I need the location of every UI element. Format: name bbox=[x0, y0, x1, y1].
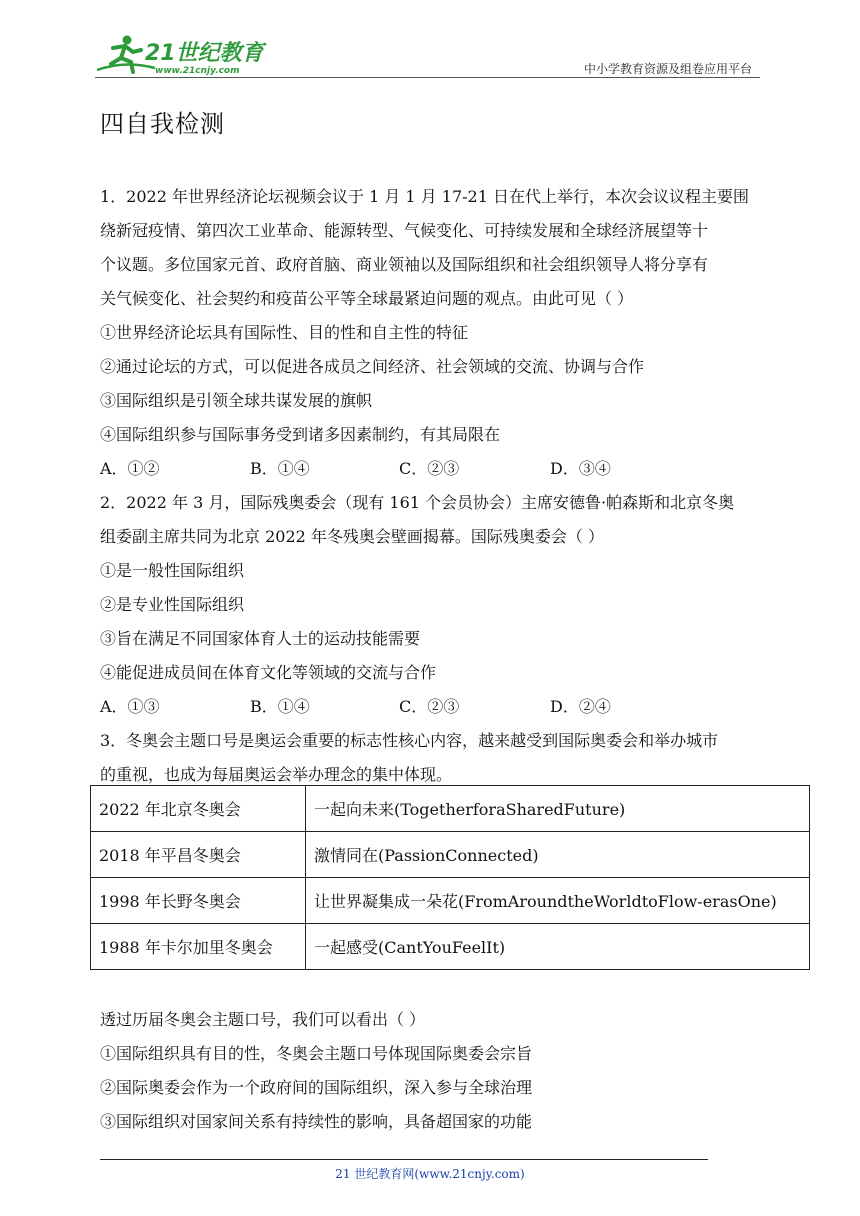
q1-options bbox=[100, 452, 765, 486]
header-platform-text: 中小学教育资源及组卷应用平台 bbox=[583, 62, 752, 76]
q2-option-d: D．②④ bbox=[550, 697, 611, 716]
table-cell-games: 2022 年北京冬奥会 bbox=[91, 786, 306, 832]
table-cell-games: 1998 年长野冬奥会 bbox=[91, 878, 306, 924]
q3-continuation bbox=[100, 1003, 765, 1139]
q1-option-d: D．③④ bbox=[550, 459, 611, 478]
q1-option-b: B．①④ bbox=[250, 459, 310, 478]
q1-stem-line: 1．2022 年世界经济论坛视频会议于 1 月 1 月 17-21 日在代上举行，本次会议议程主要围 bbox=[100, 187, 749, 206]
logo-21cnjy bbox=[95, 32, 270, 76]
q3-statement: ③国际组织对国家间关系有持续性的影响，具备超国家的功能 bbox=[100, 1112, 533, 1131]
q1-statement: ②通过论坛的方式，可以促进各成员之间经济、社会领域的交流、协调与合作 bbox=[100, 357, 645, 376]
table-cell-games: 2018 年平昌冬奥会 bbox=[91, 832, 306, 878]
table-row bbox=[91, 878, 810, 924]
q2-option-b: B．①④ bbox=[250, 697, 310, 716]
logo-text: 21世纪教育 bbox=[145, 41, 264, 66]
footer-text: 21 世纪教育网(www.21cnjy.com) bbox=[335, 1167, 525, 1181]
q2-stem-line: 2．2022 年 3 月，国际残奥委会（现有 161 个会员协会）主席安德鲁·帕森斯和北京冬奥 bbox=[100, 493, 735, 512]
q2-stem-line: 组委副主席共同为北京 2022 年冬残奥会壁画揭幕。国际残奥委会（ ） bbox=[100, 527, 604, 546]
q2-statement: ②是专业性国际组织 bbox=[100, 595, 245, 614]
table-cell-slogan: 激情同在(PassionConnected) bbox=[306, 832, 810, 878]
table-cell-games: 1988 年卡尔加里冬奥会 bbox=[91, 924, 306, 970]
q1-stem-line: 关气候变化、社会契约和疫苗公平等全球最紧迫问题的观点。由此可见（ ） bbox=[100, 289, 634, 308]
q1-stem-line: 绕新冠疫情、第四次工业革命、能源转型、气候变化、可持续发展和全球经济展望等十 bbox=[100, 221, 709, 240]
q2-option-a: A．①③ bbox=[100, 697, 160, 716]
section-title: 四自我检测 bbox=[100, 110, 225, 138]
slogan-table bbox=[90, 785, 810, 970]
page-header bbox=[95, 28, 760, 80]
table-cell-slogan: 一起感受(CantYouFeelIt) bbox=[306, 924, 810, 970]
q1-statement: ④国际组织参与国际事务受到诸多因素制约，有其局限在 bbox=[100, 425, 501, 444]
q3-statement: ②国际奥委会作为一个政府间的国际组织，深入参与全球治理 bbox=[100, 1078, 533, 1097]
q3-stem-line: 3．冬奥会主题口号是奥运会重要的标志性核心内容，越来越受到国际奥委会和举办城市 bbox=[100, 731, 719, 750]
q2-statement: ④能促进成员间在体育文化等领域的交流与合作 bbox=[100, 663, 437, 682]
q1-option-c: C．②③ bbox=[399, 459, 460, 478]
table-cell-slogan: 让世界凝集成一朵花(FromAroundtheWorldtoFlow-erasOne) bbox=[306, 878, 810, 924]
table-row bbox=[91, 924, 810, 970]
q1-option-a: A．①② bbox=[100, 459, 160, 478]
q1-statement: ①世界经济论坛具有国际性、目的性和自主性的特征 bbox=[100, 323, 469, 342]
q2-options bbox=[100, 690, 765, 724]
q3-question: 透过历届冬奥会主题口号，我们可以看出（ ） bbox=[100, 1010, 426, 1029]
q3-statement: ①国际组织具有目的性，冬奥会主题口号体现国际奥委会宗旨 bbox=[100, 1044, 533, 1063]
questions-block bbox=[100, 180, 765, 792]
header-divider bbox=[95, 77, 760, 78]
logo-url: www.21cnjy.com bbox=[155, 66, 240, 76]
q2-option-c: C．②③ bbox=[399, 697, 460, 716]
table-cell-slogan: 一起向未来(TogetherforaSharedFuture) bbox=[306, 786, 810, 832]
q1-statement: ③国际组织是引领全球共谋发展的旗帜 bbox=[100, 391, 373, 410]
footer-divider bbox=[100, 1159, 708, 1160]
table-row bbox=[91, 832, 810, 878]
q2-statement: ③旨在满足不同国家体育人士的运动技能需要 bbox=[100, 629, 421, 648]
table-row bbox=[91, 786, 810, 832]
q3-stem-line: 的重视，也成为每届奥运会举办理念的集中体现。 bbox=[100, 765, 453, 784]
q1-stem-line: 个议题。多位国家元首、政府首脑、商业领袖以及国际组织和社会组织领导人将分享有 bbox=[100, 255, 709, 274]
q2-statement: ①是一般性国际组织 bbox=[100, 561, 245, 580]
